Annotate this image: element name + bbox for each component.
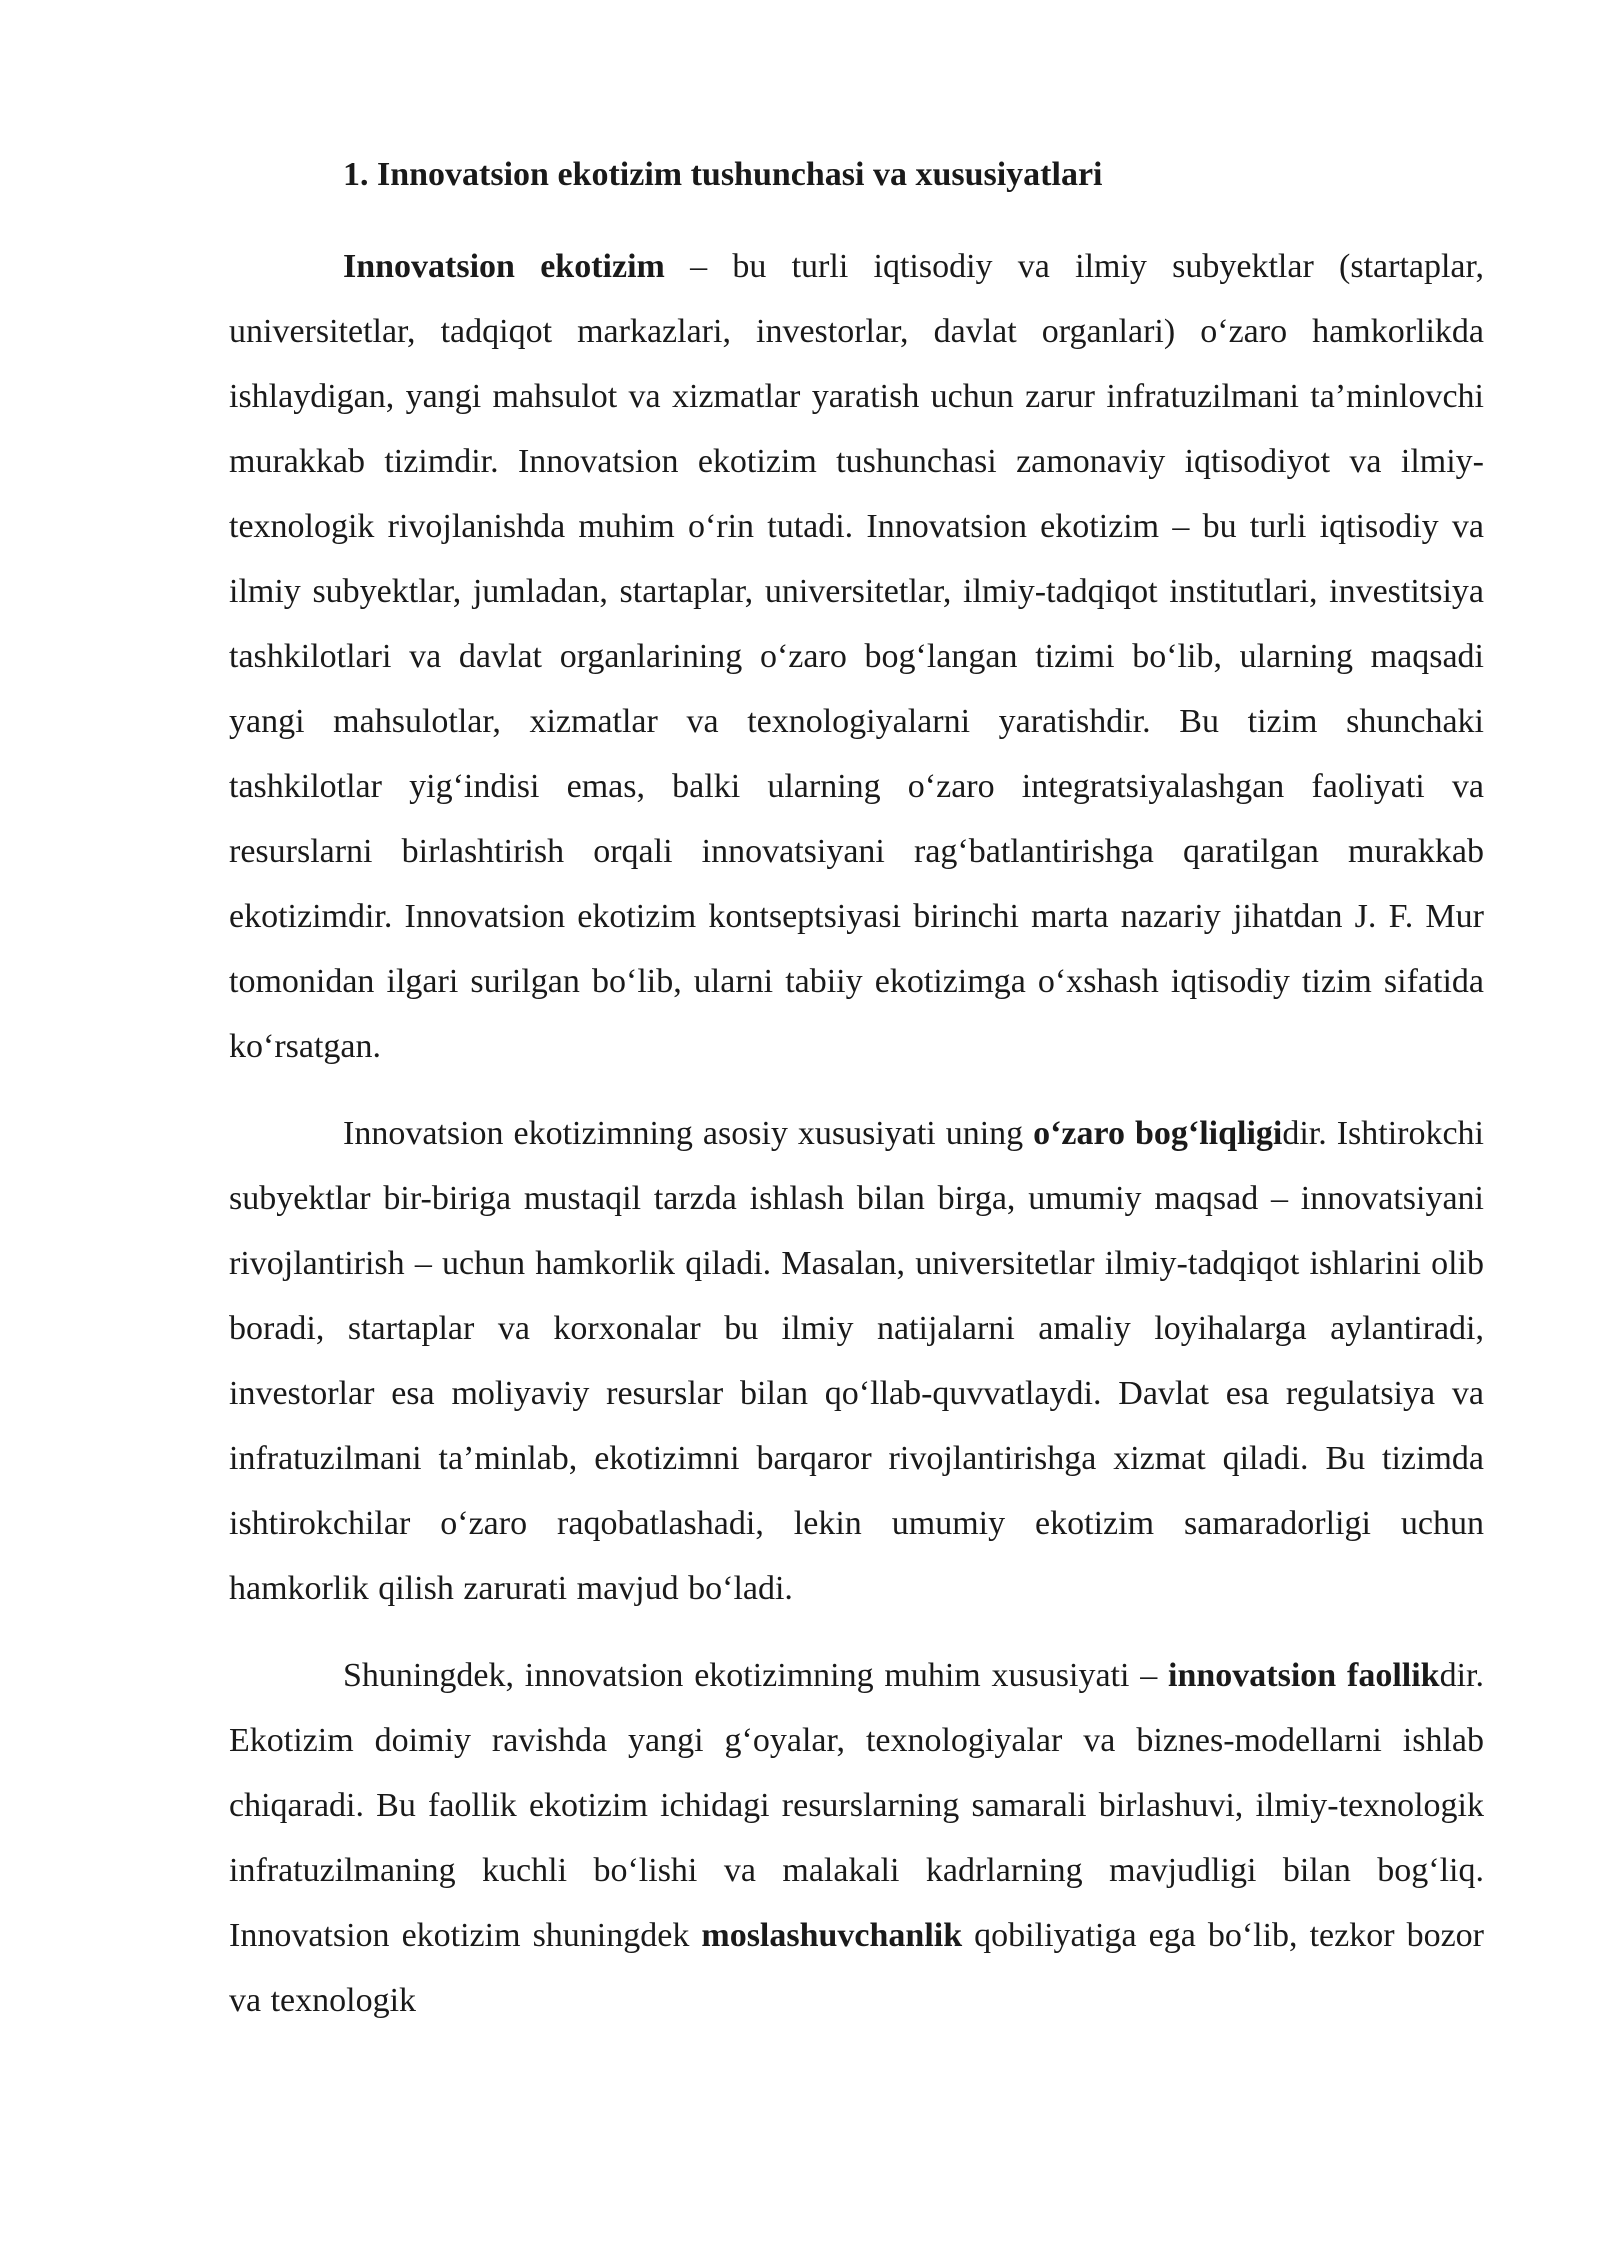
paragraph-activity-tail: qobiliyatiga ega bo‘lib, tezkor bozor va texnologik [229,1917,1484,2019]
paragraph-definition [229,234,1484,1079]
paragraph-interdependence-text: dir. Ishtirokchi subyektlar bir-biriga mustaqil tarzda ishlash bilan birga, umumiy maqsad – innovatsiyani rivojlantirish – uchun hamkorlik qiladi. Masalan, universitetlar ilmiy-tadqiqot ishlarini olib boradi, startaplar va korxonalar bu ilmiy natijalarni amaliy loyihalarga aylantiradi, investorlar esa moliyaviy resurslar bilan qo‘llab-quvvatlaydi. Davlat esa regulatsiya va infratuzilmani ta’minlab, ekotizimni barqaror rivojlantirishga xizmat qiladi. Bu tizimda ishtirokchilar o‘zaro raqobatlashadi, lekin umumiy ekotizim samaradorligi uchun hamkorlik qilish zarurati mavjud bo‘ladi. [229,1115,1485,1607]
paragraph-interdependence [229,1101,1484,1621]
term-innovative-activity: innovatsion faollik [1168,1657,1440,1694]
paragraph-activity-lead: Shuningdek, innovatsion ekotizimning muhim xususiyati – [343,1657,1169,1694]
term-innovation-ecosystem: Innovatsion ekotizim [343,248,665,285]
term-interdependence: o‘zaro bog‘liqligi [1033,1115,1283,1152]
paragraph-activity-text: dir. Ekotizim doimiy ravishda yangi g‘oyalar, texnologiyalar va biznes-modellarni ishlab chiqaradi. Bu faollik ekotizim ichidagi resurslarning samarali birlashuvi, ilmiy-texnologik infratuzilmaning kuchli bo‘lishi va malakali kadrlarning mavjudligi bilan bog‘liq. Innovatsion ekotizim shuningdek [229,1657,1484,1954]
document-page [229,150,1484,2055]
paragraph-innovative-activity [229,1643,1484,2033]
paragraph-definition-text: – bu turli iqtisodiy va ilmiy subyektlar (startaplar, universitetlar, tadqiqot markazlari, investorlar, davlat organlari) o‘zaro hamkorlikda ishlaydigan, yangi mahsulot va xizmatlar yaratish uchun zarur infratuzilmani ta’minlovchi murakkab tizimdir. Innovatsion ekotizim tushunchasi zamonaviy iqtisodiyot va ilmiy-texnologik rivojlanishda muhim o‘rin tutadi. Innovatsion ekotizim – bu turli iqtisodiy va ilmiy subyektlar, jumladan, startaplar, universitetlar, ilmiy-tadqiqot institutlari, investitsiya tashkilotlari va davlat organlarining o‘zaro bog‘langan tizimi bo‘lib, ularning maqsadi yangi mahsulotlar, xizmatlar va texnologiyalarni yaratishdir. Bu tizim shunchaki tashkilotlar yig‘indisi emas, balki ularning o‘zaro integratsiyalashgan faoliyati va resurslarni birlashtirish orqali innovatsiyani rag‘batlantirishga qaratilgan murakkab ekotizimdir. Innovatsion ekotizim kontseptsiyasi birinchi marta nazariy jihatdan J. F. Mur tomonidan ilgari surilgan bo‘lib, ularni tabiiy ekotizimga o‘xshash iqtisodiy tizim sifatida ko‘rsatgan. [229,248,1484,1065]
term-flexibility: moslashuvchanlik [701,1917,963,1954]
paragraph-interdependence-lead: Innovatsion ekotizimning asosiy xususiyati uning [343,1115,1034,1152]
section-heading: 1. Innovatsion ekotizim tushunchasi va xususiyatlari [343,156,1103,193]
